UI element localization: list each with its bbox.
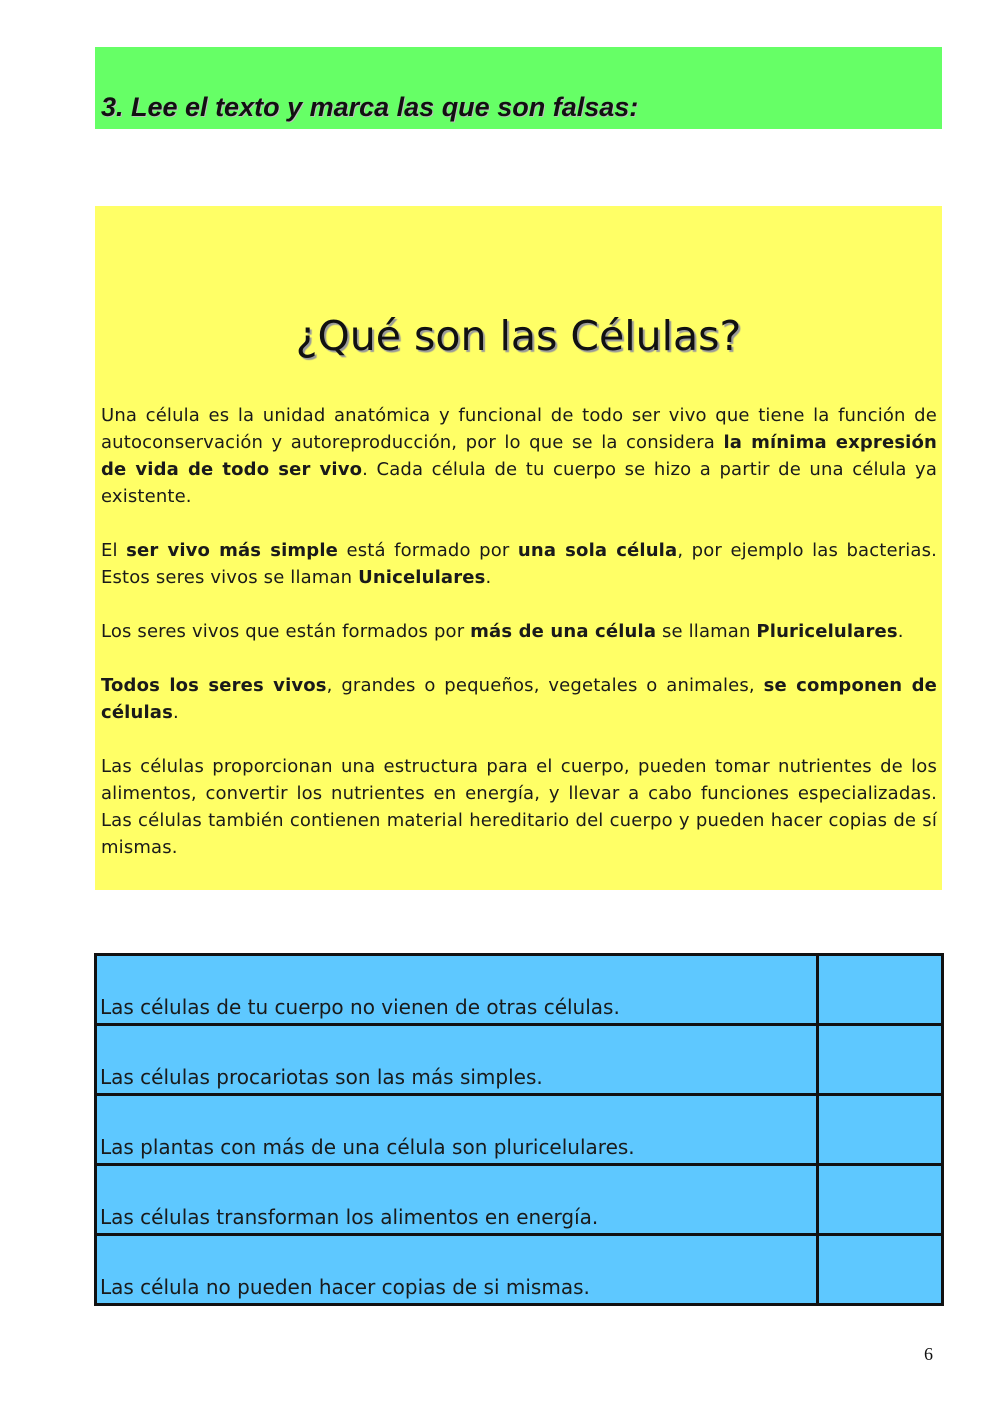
bold-span: Unicelulares (358, 567, 486, 588)
page-number: 6 (924, 1344, 933, 1364)
answer-checkbox[interactable] (818, 1235, 943, 1305)
table-row (96, 1095, 943, 1165)
text-span: está formado por (338, 540, 518, 561)
bold-span: una sola célula (517, 540, 678, 561)
text-span: se llaman (656, 621, 757, 642)
statements-table (94, 953, 944, 1306)
bold-span: Pluricelulares (756, 621, 898, 642)
instruction-title: 3. Lee el texto y marca las que son falsas: (101, 92, 639, 122)
text-span: Las células proporcionan una estructura para el cuerpo, pueden tomar nutrientes de los alimentos, convertir los nutrientes en energía, y llevar a cabo funciones especializadas. Las células también contienen material hereditario del cuerpo y pueden hacer copias de sí mismas. (101, 756, 937, 858)
table-row (96, 1235, 943, 1305)
answer-checkbox[interactable] (818, 955, 943, 1025)
statement-text: Las célula no pueden hacer copias de si mismas. (96, 1235, 818, 1305)
text-span: . Cada célula de tu cuerpo se hizo a partir de una célula ya existente. (101, 459, 937, 507)
bold-span: ser vivo más simple (126, 540, 339, 561)
answer-checkbox[interactable] (818, 1025, 943, 1095)
text-span: , grandes o pequeños, vegetales o animales, (326, 675, 764, 696)
statement-text: Las células transforman los alimentos en energía. (96, 1165, 818, 1235)
bold-span: se componen de células (101, 675, 938, 723)
text-span: . (172, 702, 179, 723)
statement-text: Las plantas con más de una célula son pluricelulares. (96, 1095, 818, 1165)
table-row (96, 955, 943, 1025)
reading-text (101, 402, 937, 888)
text-span: Una célula es la unidad anatómica y funcional de todo ser vivo que tiene la función de autoconservación y autoreproducción, por lo que se la considera (101, 405, 937, 453)
table-row (96, 1165, 943, 1235)
paragraph-5 (101, 753, 937, 861)
paragraph-1 (101, 402, 937, 510)
section-header (95, 47, 942, 129)
bold-span: Todos los seres vivos (101, 675, 327, 696)
paragraph-4 (101, 672, 937, 726)
paragraph-3 (101, 618, 937, 645)
reading-box (95, 206, 942, 890)
text-span: . (485, 567, 492, 588)
text-span: , por ejemplo las bacterias. Estos seres vivos se llaman (101, 540, 937, 588)
answer-checkbox[interactable] (818, 1165, 943, 1235)
statement-text: Las células procariotas son las más simples. (96, 1025, 818, 1095)
text-span: El (101, 540, 127, 561)
bold-span: la mínima expresión de vida de todo ser vivo (101, 432, 937, 480)
paragraph-2 (101, 537, 937, 591)
bold-span: más de una célula (470, 621, 657, 642)
text-span: Los seres vivos que están formados por (101, 621, 471, 642)
statement-text: Las células de tu cuerpo no vienen de otras células. (96, 955, 818, 1025)
table-row (96, 1025, 943, 1095)
answer-checkbox[interactable] (818, 1095, 943, 1165)
reading-title: ¿Qué son las Células? (295, 312, 742, 360)
text-span: . (897, 621, 904, 642)
